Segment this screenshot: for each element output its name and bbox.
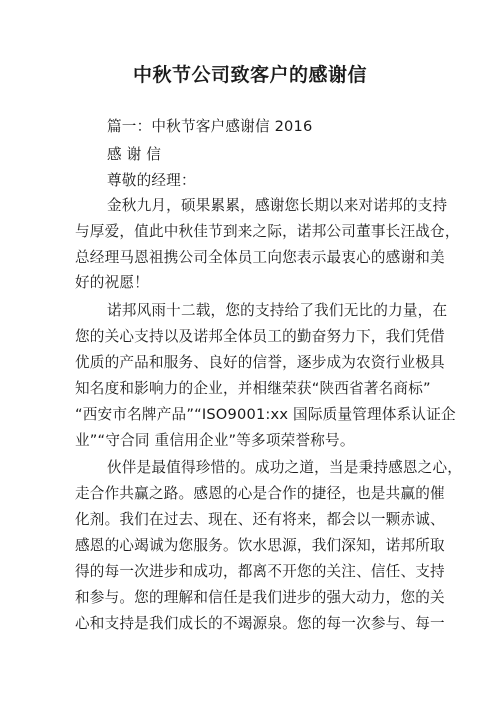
salutation: 尊敬的经理： (107, 172, 196, 189)
paragraph-line: 诺邦风雨十二载，您的支持给了我们无比的力量，在 (107, 302, 448, 319)
paragraph-line: 心和支持是我们成长的不竭源泉。您的每一次参与、每一 (75, 615, 445, 632)
paragraph-line: 总经理马恩祖携公司全体员工向您表示最衷心的感谢和美 (75, 249, 445, 266)
paragraph-line: 业”“守合同 重信用企业”等多项荣誉称号。 (75, 432, 355, 449)
paragraph-line: 感恩的心竭诚为您服务。饮水思源，我们深知，诺邦所取 (75, 537, 445, 554)
subtitle: 篇一：中秋节客户感谢信 2016 (107, 118, 313, 135)
paragraph-line: 好的祝愿！ (75, 274, 149, 291)
paragraph-line: 优质的产品和服务、良好的信誉，逐步成为农资行业极具 (75, 354, 445, 371)
paragraph-line: 知名度和影响力的企业，并相继荣获“陕西省著名商标” (75, 380, 431, 397)
letter-heading: 感 谢 信 (107, 146, 162, 163)
paragraph-line: 化剂。我们在过去、现在、还有将来，都会以一颗赤诚、 (75, 511, 445, 528)
paragraph-line: 与厚爱，值此中秋佳节到来之际，诺邦公司董事长汪战仓， (75, 223, 460, 240)
paragraph-line: 伙伴是最值得珍惜的。成功之道，当是秉持感恩之心， (107, 459, 463, 476)
paragraph-line: 和参与。您的理解和信任是我们进步的强大动力，您的关 (75, 589, 445, 606)
paragraph-line: 您的关心支持以及诺邦全体员工的勤奋努力下，我们凭借 (75, 328, 445, 345)
paragraph-line: “西安市名牌产品”“ISO9001:xx 国际质量管理体系认证企 (75, 406, 456, 423)
paragraph-line: 走合作共赢之路。感恩的心是合作的捷径，也是共赢的催 (75, 485, 445, 502)
document-title: 中秋节公司致客户的感谢信 (132, 64, 367, 86)
paragraph-line: 得的每一次进步和成功，都离不开您的关注、信任、支持 (75, 563, 445, 580)
paragraph-line: 金秋九月，硕果累累，感谢您长期以来对诺邦的支持 (107, 197, 448, 214)
